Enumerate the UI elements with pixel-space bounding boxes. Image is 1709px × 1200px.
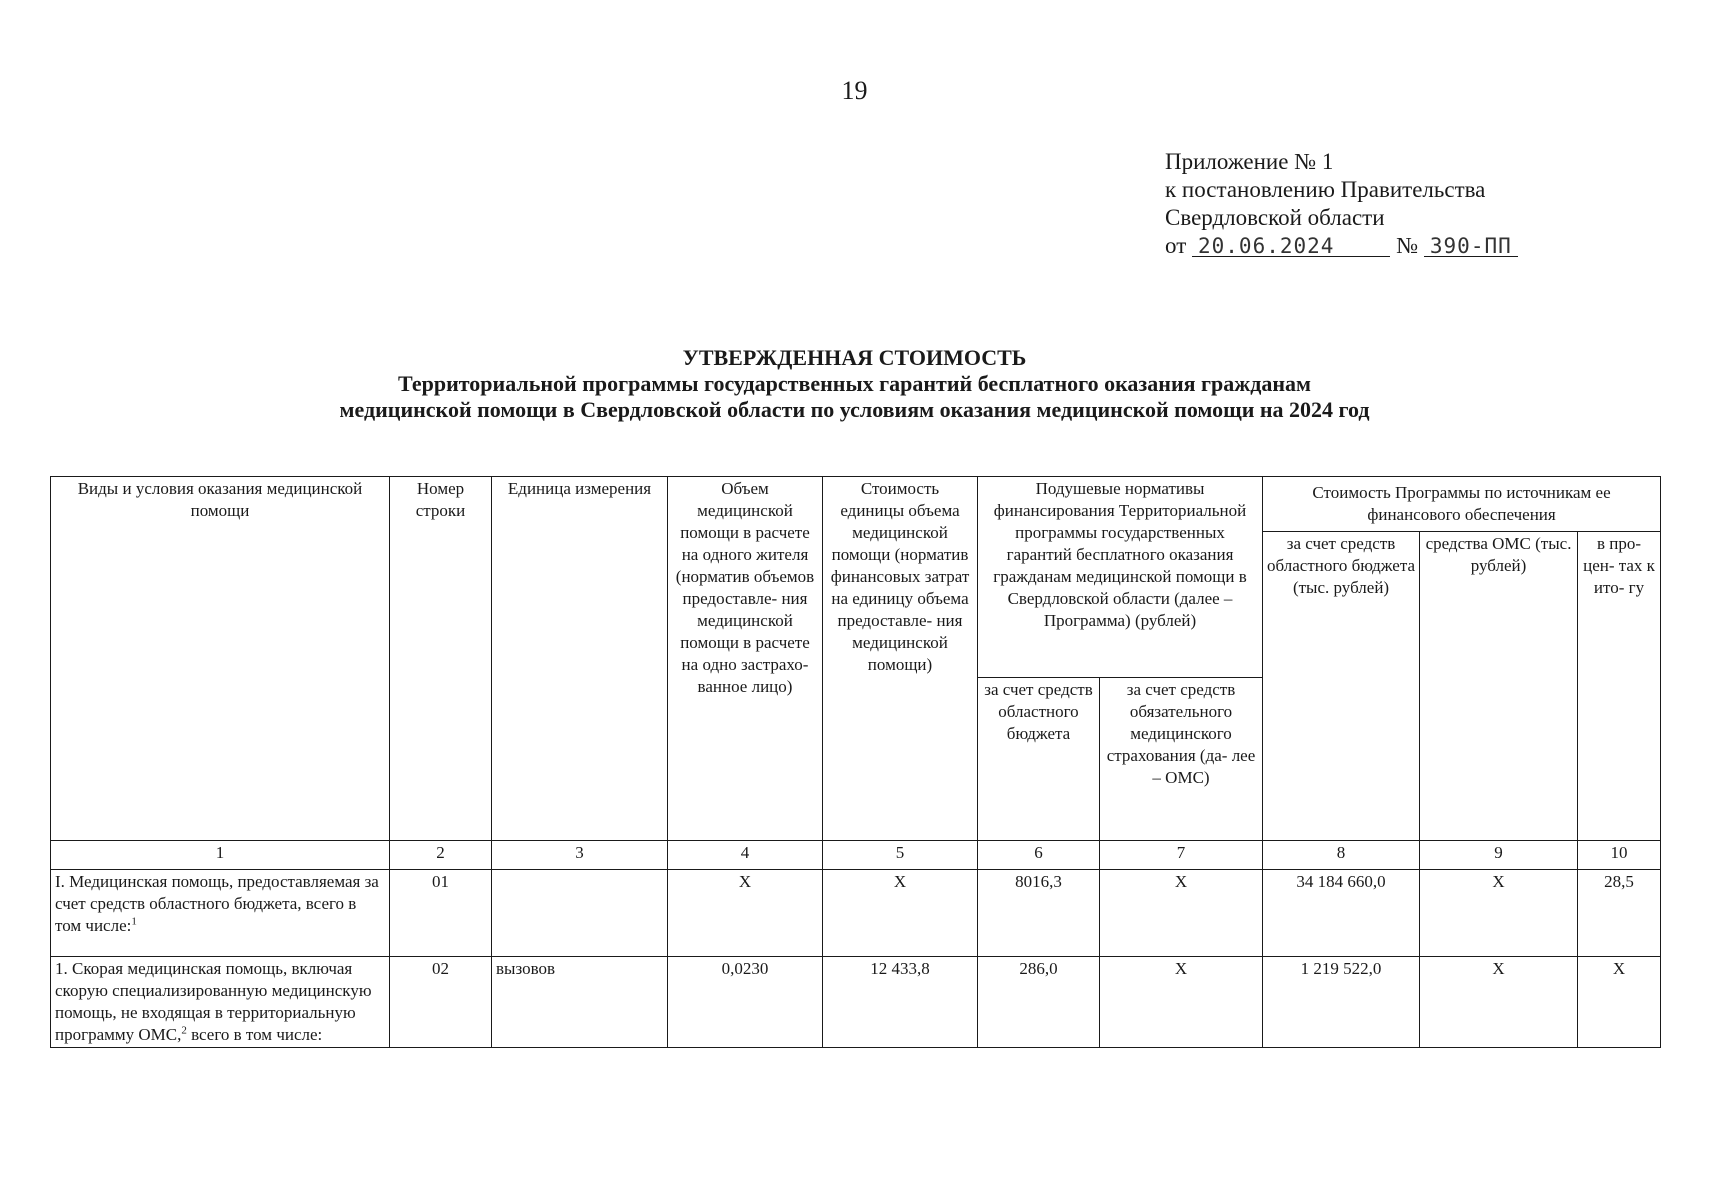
cost-table <box>50 476 1661 1048</box>
footnote-marker: 1 <box>131 915 137 928</box>
header-types: Виды и условия оказания медицинской помощи <box>51 477 390 841</box>
row-name-cell <box>51 957 390 1048</box>
column-number: 8 <box>1263 841 1420 870</box>
row-percent: 28,5 <box>1578 870 1661 957</box>
row-volume: 0,0230 <box>668 957 823 1048</box>
row-per-capita-oms: X <box>1100 957 1263 1048</box>
header-row-number: Номер строки <box>390 477 492 841</box>
column-number: 6 <box>978 841 1100 870</box>
title-line-3: медицинской помощи в Свердловской области по условиям оказания медицинской помощи на 2024 год <box>339 397 1370 422</box>
header-cost: Стоимость единицы объема медицинской помощи (норматив финансовых затрат на единицу объема предоставле- ния медицинской помощи) <box>823 477 978 841</box>
row-name-cell <box>51 870 390 957</box>
row-name-continuation: всего в том числе: <box>186 1025 323 1044</box>
row-unit <box>492 870 668 957</box>
header-program-cost: Стоимость Программы по источникам ее финансового обеспечения <box>1263 477 1661 532</box>
row-per-capita-budget: 8016,3 <box>978 870 1100 957</box>
document-title <box>0 345 1709 423</box>
header-volume: Объем медицинской помощи в расчете на одного жителя (норматив объемов предоставле- ния медицинской помощи в расчете на одно застрахо- ванное лицо) <box>668 477 823 841</box>
row-cost: X <box>823 870 978 957</box>
row-unit: вызовов <box>492 957 668 1048</box>
appendix-date: 20.06.2024 <box>1192 236 1390 257</box>
column-number: 1 <box>51 841 390 870</box>
appendix-line-3: Свердловской области <box>1165 205 1385 230</box>
column-number: 3 <box>492 841 668 870</box>
row-per-capita-oms: X <box>1100 870 1263 957</box>
page-number: 19 <box>841 76 868 105</box>
header-per-capita-budget: за счет средств областного бюджета <box>978 678 1100 841</box>
column-number: 7 <box>1100 841 1263 870</box>
row-cost: 12 433,8 <box>823 957 978 1048</box>
footnote-marker: 2 <box>181 1024 187 1037</box>
header-per-capita: Подушевые нормативы финансирования Территориальной программы государственных гарантий бесплатного оказания гражданам медицинской помощи в Свердловской области (далее – Программа) (рублей) <box>978 477 1263 678</box>
appendix-number-label: № <box>1396 233 1419 258</box>
row-cost-budget: 34 184 660,0 <box>1263 870 1420 957</box>
row-number: 02 <box>390 957 492 1048</box>
row-cost-oms: X <box>1420 957 1578 1048</box>
column-number-row <box>51 841 1661 870</box>
title-line-2: Территориальной программы государственных гарантий бесплатного оказания гражданам <box>398 371 1311 396</box>
row-number: 01 <box>390 870 492 957</box>
column-number: 4 <box>668 841 823 870</box>
row-per-capita-budget: 286,0 <box>978 957 1100 1048</box>
appendix-block <box>1165 148 1518 260</box>
appendix-from-label: от <box>1165 233 1187 258</box>
row-name: 1. Скорая медицинская помощь, включая скорую специализированную медицинскую помощь, не входящая в территориальную программу ОМС, <box>55 959 372 1044</box>
header-cost-budget: за счет средств областного бюджета (тыс. рублей) <box>1263 532 1420 841</box>
column-number: 2 <box>390 841 492 870</box>
appendix-line-2: к постановлению Правительства <box>1165 177 1486 202</box>
header-per-capita-oms: за счет средств обязательного медицинского страхования (да- лее – ОМС) <box>1100 678 1263 841</box>
column-number: 10 <box>1578 841 1661 870</box>
row-volume: X <box>668 870 823 957</box>
row-cost-oms: X <box>1420 870 1578 957</box>
row-name: I. Медицинская помощь, предоставляемая за счет средств областного бюджета, всего в том числе: <box>55 872 379 935</box>
table-row <box>51 870 1661 957</box>
column-number: 9 <box>1420 841 1578 870</box>
header-row-1 <box>51 477 1661 532</box>
row-percent: X <box>1578 957 1661 1048</box>
header-cost-oms: средства ОМС (тыс. рублей) <box>1420 532 1578 841</box>
table-row <box>51 957 1661 1048</box>
row-cost-budget: 1 219 522,0 <box>1263 957 1420 1048</box>
header-unit: Единица измерения <box>492 477 668 841</box>
appendix-line-1: Приложение № 1 <box>1165 149 1334 174</box>
title-line-1: УТВЕРЖДЕННАЯ СТОИМОСТЬ <box>682 345 1027 370</box>
appendix-date-line <box>1165 232 1518 260</box>
appendix-number: 390-ПП <box>1424 236 1518 257</box>
column-number: 5 <box>823 841 978 870</box>
header-cost-percent: в про- цен- тах к ито- гу <box>1578 532 1661 841</box>
